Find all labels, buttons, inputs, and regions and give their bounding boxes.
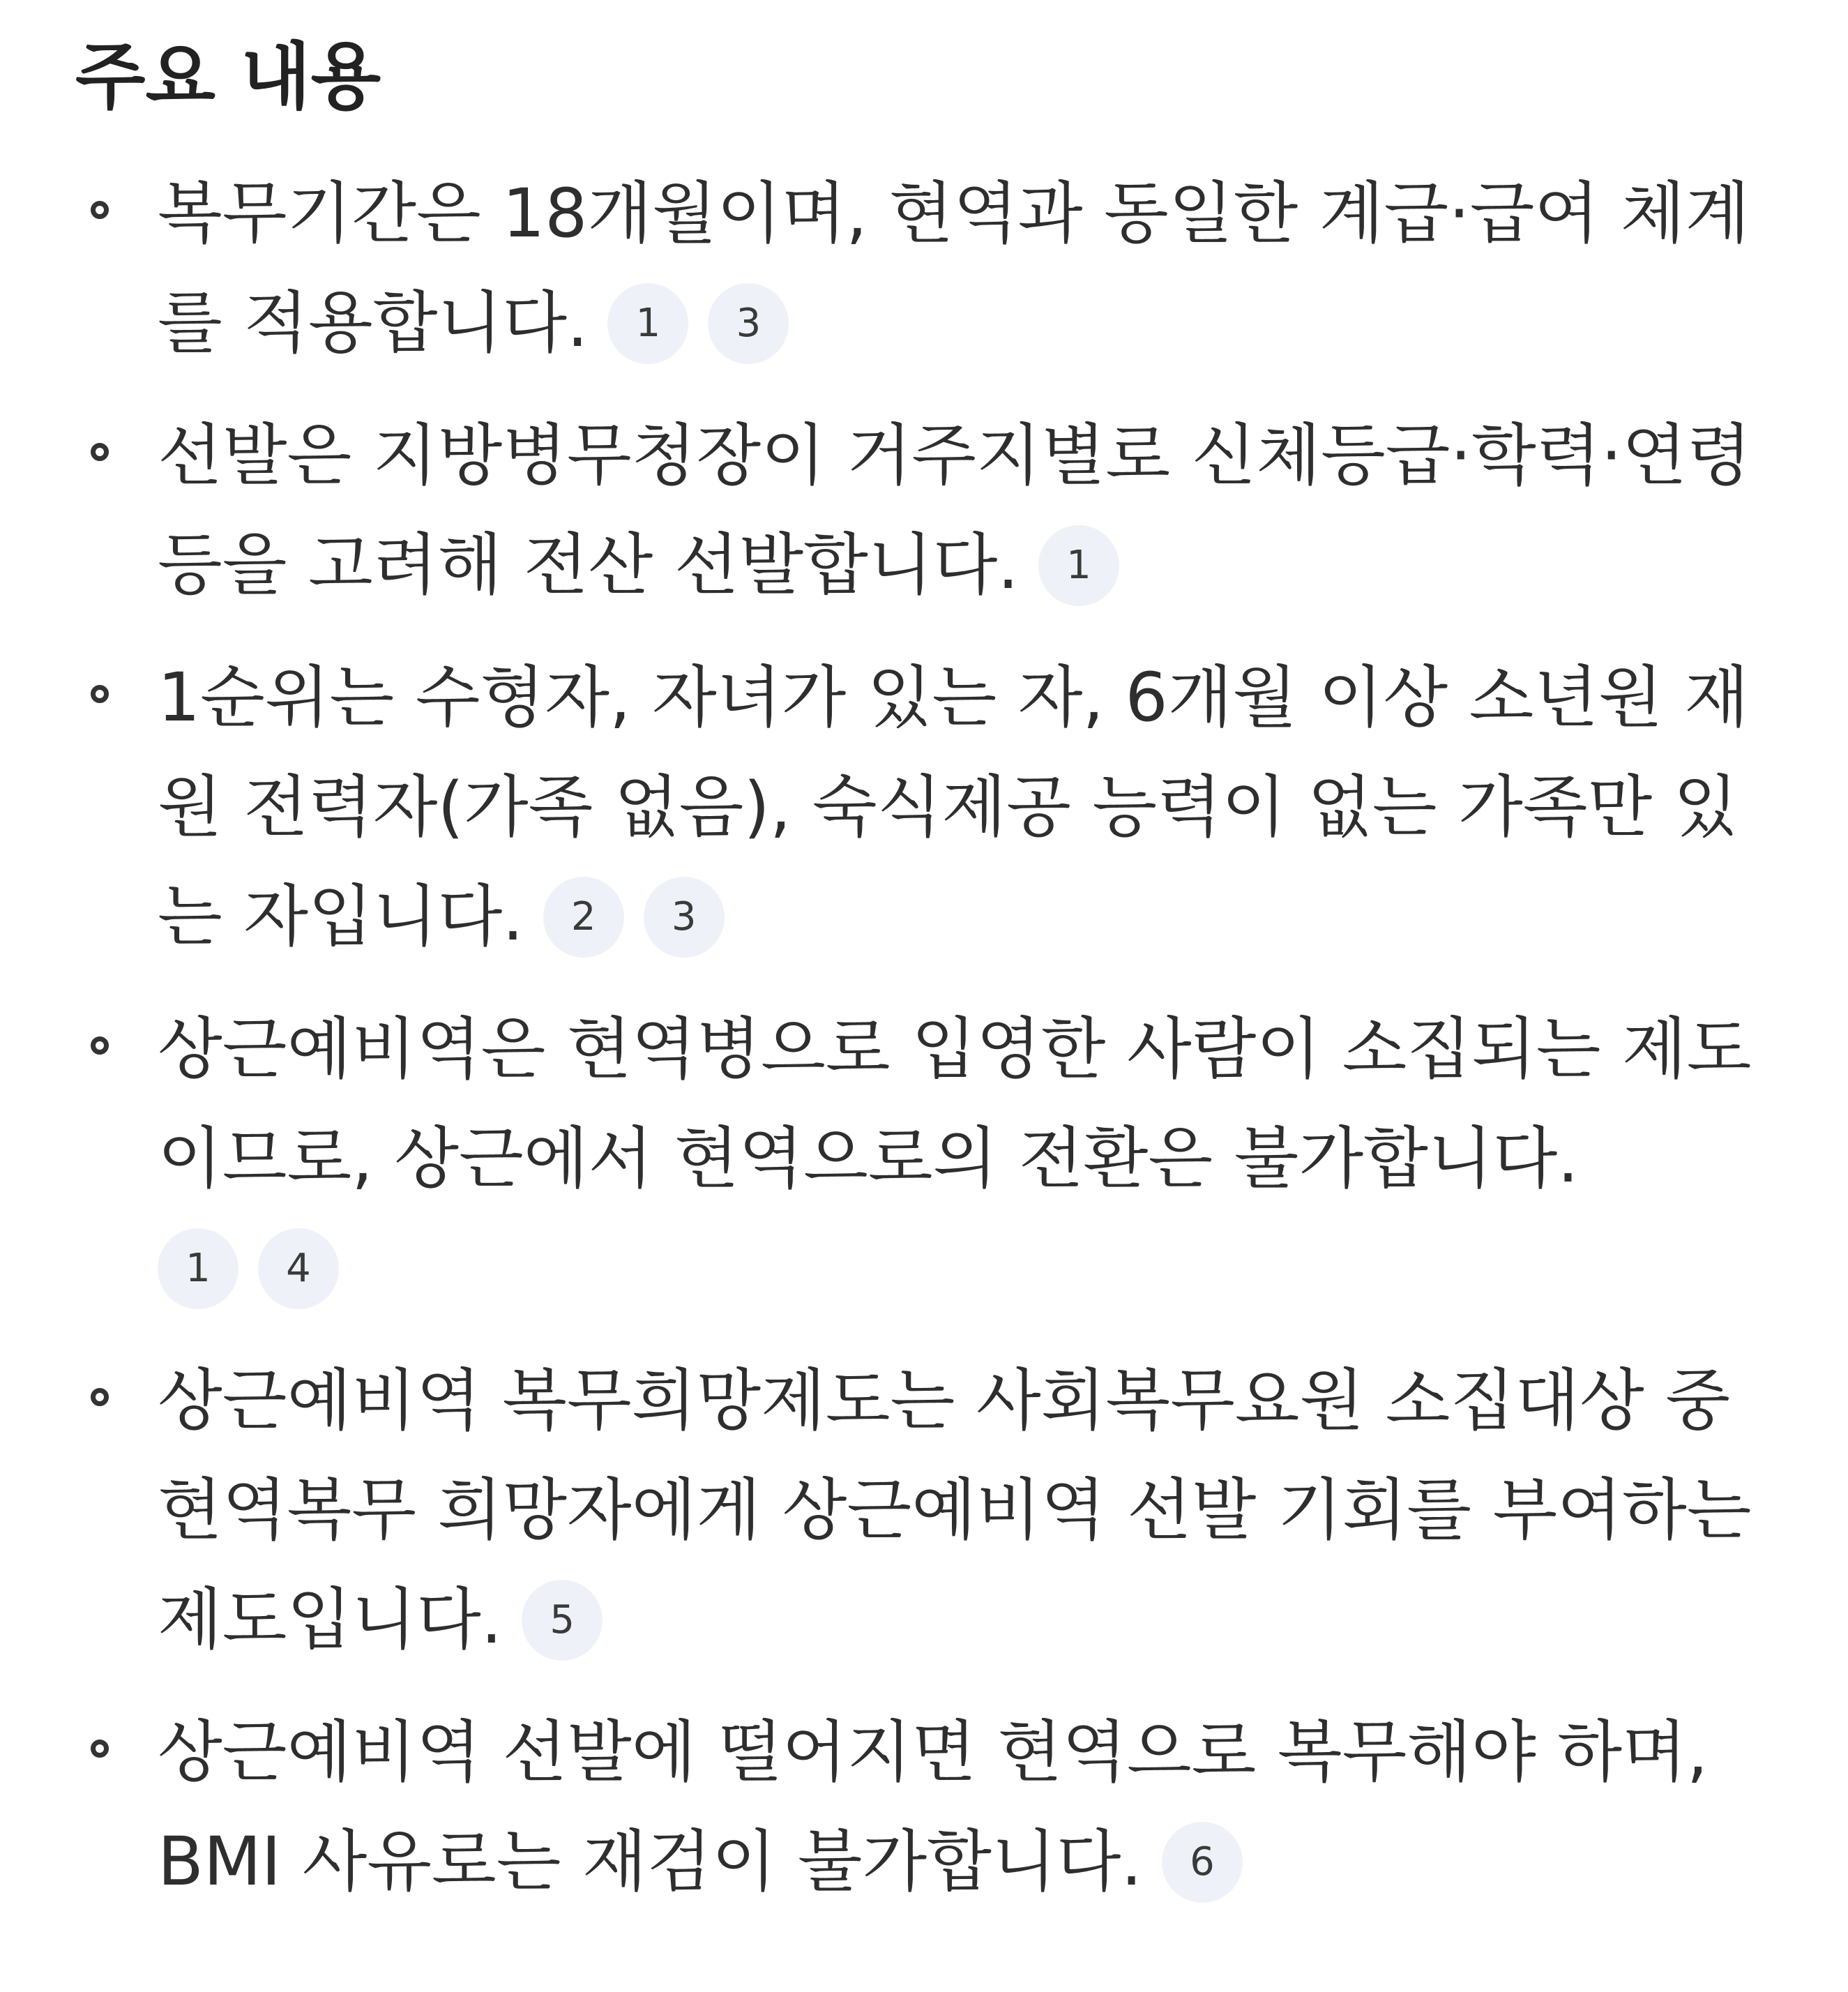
citation-badge[interactable]: 6 [1162, 1822, 1243, 1903]
citation-badge[interactable]: 1 [607, 283, 688, 364]
citation-badge[interactable]: 1 [1038, 525, 1119, 606]
citation-badge[interactable]: 2 [543, 877, 624, 958]
list-item [0, 995, 1848, 1323]
list-item [0, 1698, 1848, 1917]
list-item [0, 159, 1848, 378]
citation-badge[interactable]: 3 [708, 283, 789, 364]
list-item-text: 복무기간은 18개월이며, 현역과 동일한 계급·급여 체계를 적용합니다. [158, 174, 1750, 362]
citation-badge[interactable]: 1 [158, 1228, 238, 1309]
list-item-text: 상근예비역 복무희망제도는 사회복무요원 소집대상 중 현역복무 희망자에게 상근예비역 선발 기회를 부여하는 제도입니다. [158, 1361, 1752, 1659]
citation-group [158, 1214, 1764, 1323]
bullet-circle-icon [91, 685, 109, 703]
list-item-text: 선발은 지방병무청장이 거주지별로 신체등급·학력·연령 등을 고려해 전산 선발합니다. [158, 416, 1752, 604]
bullet-circle-icon [91, 1388, 109, 1406]
list-item [0, 643, 1848, 972]
bullet-circle-icon [91, 1036, 109, 1055]
bullet-circle-icon [91, 201, 109, 219]
bullet-circle-icon [91, 1740, 109, 1758]
list-item [0, 401, 1848, 620]
citation-badge[interactable]: 3 [644, 877, 725, 958]
citation-badge[interactable]: 5 [522, 1580, 603, 1661]
citation-badge[interactable]: 4 [258, 1228, 339, 1309]
list-item [0, 1346, 1848, 1675]
key-points-list [0, 159, 1848, 1940]
bullet-circle-icon [91, 443, 109, 461]
list-item-text: 상근예비역 선발에 떨어지면 현역으로 복무해야 하며, BMI 사유로는 재검이 불가합니다. [158, 1713, 1709, 1901]
section-title: 주요 내용 [75, 34, 381, 119]
list-item-text: 상근예비역은 현역병으로 입영한 사람이 소집되는 제도이므로, 상근에서 현역으로의 전환은 불가합니다. [158, 1010, 1752, 1198]
list-item-text: 1순위는 수형자, 자녀가 있는 자, 6개월 이상 소년원 재원 전력자(가족 없음), 숙식제공 능력이 없는 가족만 있는 자입니다. [158, 658, 1750, 956]
